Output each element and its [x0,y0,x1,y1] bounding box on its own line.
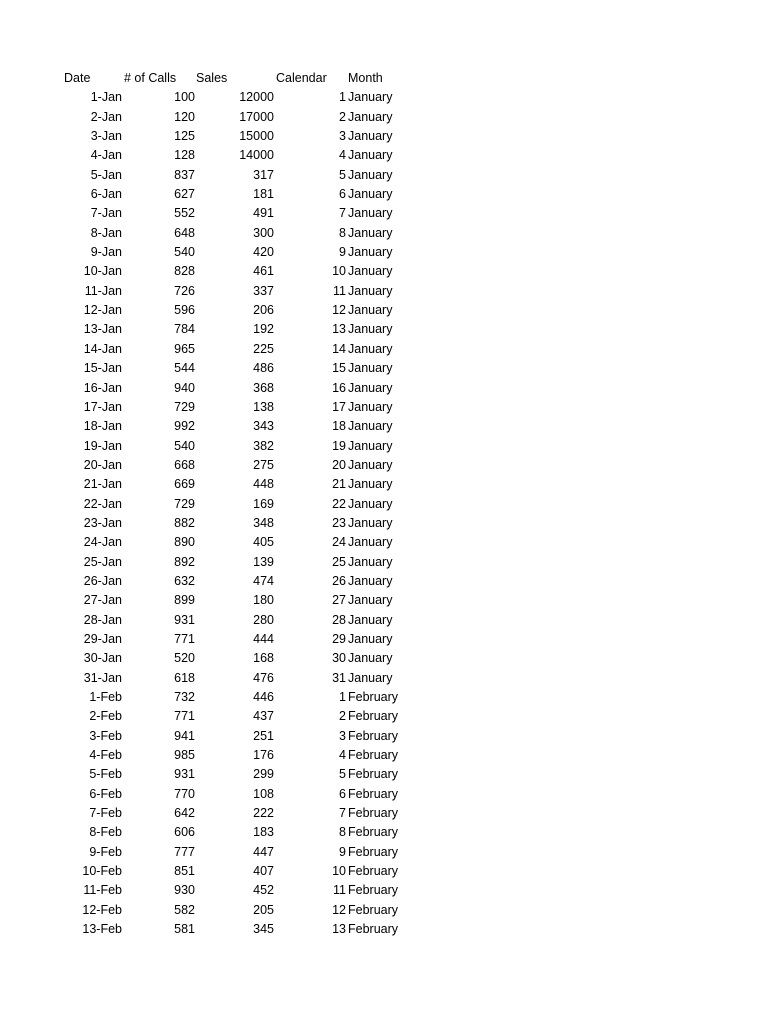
cell-sales: 474 [253,573,274,588]
table-row [64,417,424,436]
cell-sales: 345 [253,922,274,937]
cell-month: February [348,709,399,724]
cell-month: January [348,225,393,240]
cell-sales: 437 [253,709,274,724]
cell-calls: 882 [174,515,195,530]
cell-calendar: 2 [339,109,346,124]
cell-calendar: 13 [332,922,346,937]
cell-calls: 544 [174,361,195,376]
table-body [64,88,424,939]
table-row [64,843,424,862]
cell-date: 26-Jan [83,573,122,588]
cell-calendar: 12 [332,902,346,917]
cell-date: 29-Jan [83,631,122,646]
cell-calls: 985 [174,748,195,763]
cell-calls: 770 [174,786,195,801]
cell-calls: 581 [174,922,195,937]
cell-date: 5-Jan [90,167,122,182]
cell-calendar: 11 [333,883,346,898]
cell-date: 3-Jan [90,129,122,144]
cell-sales: 407 [253,864,274,879]
cell-calendar: 12 [332,303,346,318]
cell-date: 22-Jan [83,496,122,511]
cell-month: January [348,573,393,588]
cell-calendar: 21 [332,477,346,492]
cell-date: 11-Feb [83,883,122,898]
cell-calls: 784 [174,322,195,337]
cell-calls: 732 [174,690,195,704]
header-month: Month [348,71,383,85]
table-row [64,204,424,223]
cell-calls: 125 [174,129,195,144]
cell-date: 31-Jan [83,670,122,685]
cell-month: January [348,380,393,395]
cell-month: January [348,109,393,124]
cell-calls: 771 [174,631,195,646]
cell-date: 5-Feb [89,767,122,782]
cell-sales: 108 [253,786,274,801]
cell-month: January [348,322,393,337]
cell-sales: 317 [253,167,274,182]
cell-sales: 168 [253,651,274,666]
cell-month: January [348,361,393,376]
cell-calendar: 29 [332,631,346,646]
cell-date: 25-Jan [83,554,122,569]
cell-calendar: 4 [339,748,346,763]
cell-calls: 627 [174,187,195,202]
cell-calendar: 3 [339,728,346,743]
table-row [64,862,424,881]
cell-date: 2-Jan [90,109,122,124]
cell-sales: 299 [253,767,274,782]
cell-sales: 348 [253,515,274,530]
cell-calendar: 25 [332,554,346,569]
cell-calendar: 23 [332,515,346,530]
cell-date: 19-Jan [83,438,122,453]
cell-month: January [348,593,393,608]
cell-calendar: 7 [339,806,346,821]
cell-month: February [348,922,399,937]
cell-sales: 405 [253,535,274,550]
cell-calendar: 28 [332,612,346,627]
cell-calls: 771 [174,709,195,724]
table-row [64,785,424,804]
table-row [64,456,424,475]
cell-calendar: 22 [332,496,346,511]
table-row [64,765,424,784]
table-row [64,166,424,185]
cell-sales: 447 [253,844,274,859]
cell-date: 6-Feb [89,786,122,801]
cell-calendar: 10 [332,864,346,879]
cell-sales: 169 [253,496,274,511]
cell-date: 7-Feb [89,806,122,821]
cell-month: January [348,399,393,414]
cell-sales: 176 [253,748,274,763]
cell-calendar: 18 [332,419,346,434]
cell-month: January [348,670,393,685]
cell-month: February [348,844,399,859]
cell-month: January [348,477,393,492]
cell-calls: 931 [174,612,195,627]
cell-sales: 180 [253,593,274,608]
cell-sales: 205 [253,902,274,917]
cell-calendar: 19 [332,438,346,453]
cell-date: 6-Jan [90,187,122,202]
table-row [64,340,424,359]
table-row [64,727,424,746]
table-row [64,881,424,900]
cell-calls: 941 [174,728,195,743]
cell-calendar: 31 [332,670,346,685]
cell-calls: 632 [174,573,195,588]
cell-month: January [348,651,393,666]
cell-date: 13-Feb [82,922,122,937]
cell-calendar: 15 [332,361,346,376]
cell-sales: 476 [253,670,274,685]
cell-calls: 520 [174,651,195,666]
table-row [64,243,424,262]
cell-month: January [348,303,393,318]
cell-calls: 100 [174,90,195,105]
table-row [64,495,424,514]
cell-sales: 12000 [239,90,274,105]
cell-month: February [348,806,399,821]
cell-calls: 582 [174,902,195,917]
cell-sales: 206 [253,303,274,318]
cell-calendar: 30 [332,651,346,666]
table-row [64,320,424,339]
cell-month: January [348,535,393,550]
cell-calendar: 6 [339,786,346,801]
cell-date: 12-Feb [82,902,122,917]
table-row [64,359,424,378]
header-row [64,69,424,88]
cell-calls: 726 [174,283,195,298]
cell-sales: 14000 [239,148,274,163]
cell-sales: 138 [253,399,274,414]
cell-calendar: 1 [339,690,346,704]
cell-sales: 139 [253,554,274,569]
cell-calls: 668 [174,457,195,472]
cell-sales: 343 [253,419,274,434]
table-row [64,262,424,281]
table-row [64,591,424,610]
cell-date: 9-Jan [90,245,122,260]
cell-calendar: 17 [332,399,346,414]
table-row [64,649,424,668]
cell-calls: 828 [174,264,195,279]
cell-month: January [348,341,393,356]
table-row [64,746,424,765]
cell-month: February [348,786,399,801]
cell-calls: 642 [174,806,195,821]
cell-calendar: 7 [339,206,346,221]
cell-month: February [348,902,399,917]
table-row [64,688,424,707]
cell-date: 11-Jan [84,283,122,298]
cell-calendar: 20 [332,457,346,472]
cell-month: February [348,748,399,763]
cell-calls: 899 [174,593,195,608]
cell-sales: 192 [253,322,274,337]
cell-calendar: 8 [339,825,346,840]
cell-calendar: 27 [332,593,346,608]
cell-calls: 618 [174,670,195,685]
table-row [64,379,424,398]
cell-calendar: 11 [333,283,346,298]
table-row [64,475,424,494]
cell-calls: 120 [174,109,195,124]
header-date: Date [64,71,91,85]
table-row [64,553,424,572]
cell-calls: 965 [174,341,195,356]
cell-date: 1-Jan [90,90,122,105]
cell-month: January [348,283,393,298]
table-row [64,823,424,842]
table-row [64,301,424,320]
cell-sales: 183 [253,825,274,840]
cell-date: 4-Feb [89,748,122,763]
cell-calendar: 1 [339,90,346,105]
cell-month: January [348,631,393,646]
cell-date: 23-Jan [83,515,122,530]
table-row [64,437,424,456]
cell-month: February [348,728,399,743]
table-row [64,920,424,939]
cell-calendar: 9 [339,844,346,859]
cell-date: 3-Feb [89,728,122,743]
table-row [64,282,424,301]
table-row [64,398,424,417]
cell-month: January [348,167,393,182]
cell-calendar: 26 [332,573,346,588]
cell-month: February [348,767,399,782]
cell-calendar: 16 [332,380,346,395]
cell-sales: 368 [253,380,274,395]
cell-month: January [348,554,393,569]
cell-calls: 837 [174,167,195,182]
cell-sales: 225 [253,341,274,356]
cell-calls: 992 [174,419,195,434]
cell-date: 20-Jan [83,457,122,472]
cell-date: 21-Jan [83,477,122,492]
cell-date: 9-Feb [89,844,122,859]
cell-month: February [348,864,399,879]
cell-sales: 280 [253,612,274,627]
cell-date: 10-Jan [83,264,122,279]
cell-calls: 606 [174,825,195,840]
cell-calendar: 13 [332,322,346,337]
cell-month: January [348,206,393,221]
cell-sales: 444 [253,631,274,646]
cell-month: January [348,187,393,202]
table-row [64,185,424,204]
cell-calls: 540 [174,245,195,260]
table-row [64,146,424,165]
header-sales: Sales [196,71,228,85]
cell-calls: 648 [174,225,195,240]
cell-sales: 382 [253,438,274,453]
cell-calendar: 5 [339,767,346,782]
cell-calls: 128 [174,148,195,163]
table-row [64,514,424,533]
cell-month: February [348,883,399,898]
cell-month: January [348,148,393,163]
cell-date: 10-Feb [82,864,122,879]
table-row [64,533,424,552]
cell-month: January [348,90,393,105]
cell-sales: 486 [253,361,274,376]
cell-date: 17-Jan [83,399,122,414]
cell-sales: 222 [253,806,274,821]
cell-sales: 181 [253,187,274,202]
cell-calendar: 24 [332,535,346,550]
cell-sales: 452 [253,883,274,898]
cell-month: January [348,496,393,511]
cell-calls: 892 [174,554,195,569]
cell-sales: 491 [253,206,274,221]
cell-calendar: 9 [339,245,346,260]
cell-calendar: 3 [339,129,346,144]
table-row [64,901,424,920]
cell-calls: 596 [174,303,195,318]
cell-date: 8-Jan [90,225,122,240]
table-row [64,88,424,107]
cell-calendar: 2 [339,709,346,724]
cell-sales: 446 [253,690,274,704]
spreadsheet-table [64,69,424,939]
table-row [64,224,424,243]
cell-month: January [348,612,393,627]
cell-calls: 890 [174,535,195,550]
cell-sales: 420 [253,245,274,260]
cell-calendar: 14 [332,341,346,356]
cell-sales: 15000 [239,129,274,144]
cell-calls: 540 [174,438,195,453]
cell-month: January [348,129,393,144]
cell-date: 7-Jan [90,206,122,221]
cell-month: January [348,515,393,530]
cell-date: 18-Jan [83,419,122,434]
cell-calls: 777 [174,844,195,859]
cell-calls: 931 [174,767,195,782]
header-calls: # of Calls [124,71,177,85]
cell-date: 2-Feb [89,709,122,724]
table-row [64,804,424,823]
cell-month: January [348,264,393,279]
cell-date: 27-Jan [83,593,122,608]
cell-calls: 851 [174,864,195,879]
cell-month: January [348,245,393,260]
cell-date: 30-Jan [83,651,122,666]
cell-month: January [348,457,393,472]
table-row [64,572,424,591]
cell-date: 16-Jan [83,380,122,395]
cell-month: February [348,690,399,704]
cell-calendar: 10 [332,264,346,279]
cell-calls: 729 [174,399,195,414]
table-row [64,108,424,127]
cell-calendar: 8 [339,225,346,240]
cell-calendar: 4 [339,148,346,163]
cell-date: 4-Jan [90,148,122,163]
cell-date: 14-Jan [83,341,122,356]
table-row [64,630,424,649]
cell-date: 28-Jan [83,612,122,627]
cell-sales: 448 [253,477,274,492]
cell-sales: 337 [253,283,274,298]
cell-sales: 17000 [239,109,274,124]
cell-calendar: 5 [339,167,346,182]
cell-month: January [348,419,393,434]
cell-date: 13-Jan [83,322,122,337]
cell-date: 24-Jan [83,535,122,550]
table-row [64,669,424,688]
cell-calendar: 6 [339,187,346,202]
cell-calls: 729 [174,496,195,511]
cell-sales: 300 [253,225,274,240]
cell-calls: 552 [174,206,195,221]
cell-date: 8-Feb [89,825,122,840]
cell-month: February [348,825,399,840]
cell-sales: 275 [253,457,274,472]
cell-date: 15-Jan [83,361,122,376]
cell-calls: 669 [174,477,195,492]
cell-sales: 251 [253,728,274,743]
table-row [64,611,424,630]
table-row [64,127,424,146]
cell-sales: 461 [253,264,274,279]
cell-date: 12-Jan [83,303,122,318]
table-row [64,707,424,726]
cell-calls: 940 [174,380,195,395]
header-calendar: Calendar [276,71,327,85]
cell-calls: 930 [174,883,195,898]
cell-date: 1-Feb [89,690,122,704]
cell-month: January [348,438,393,453]
